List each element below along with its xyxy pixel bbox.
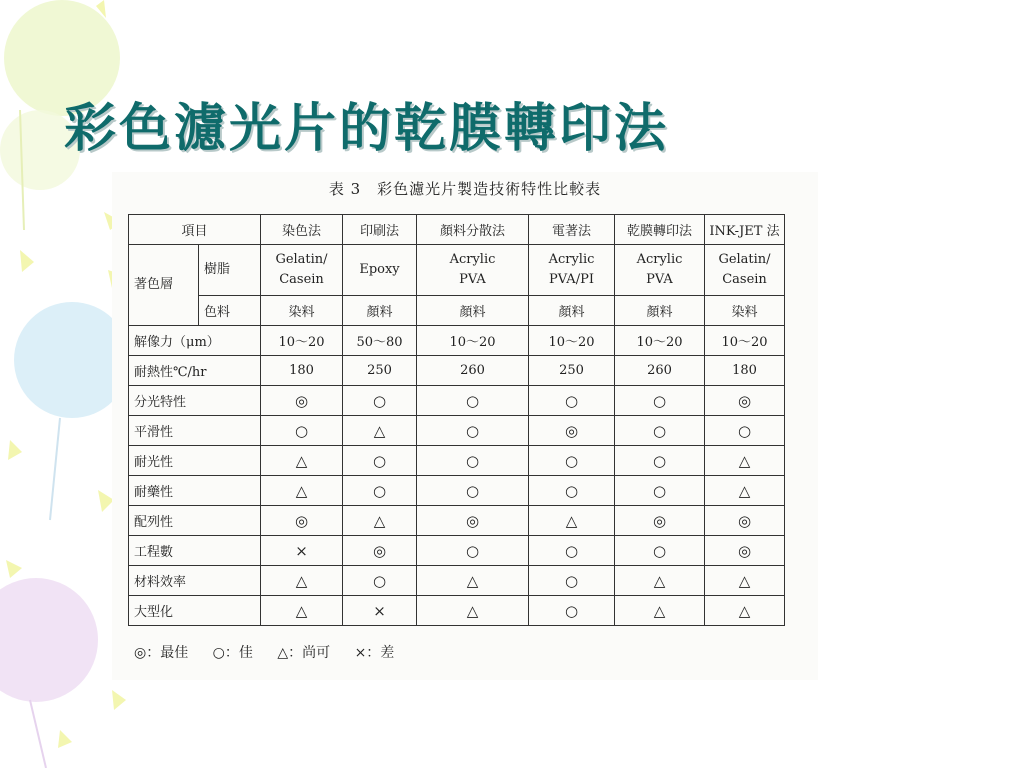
table-cell: 180 xyxy=(261,356,343,386)
table-cell: ○ xyxy=(343,566,417,596)
table-cell: ○ xyxy=(343,476,417,506)
table-cell: 250 xyxy=(529,356,615,386)
colorant-cell: 顏料 xyxy=(417,296,529,326)
comparison-table xyxy=(128,214,785,626)
table-cell: ◎ xyxy=(705,386,785,416)
table-cell: ○ xyxy=(615,446,705,476)
resin-cell: Gelatin/ Casein xyxy=(705,245,785,296)
row-label-colorant-layer: 著色層 xyxy=(129,245,199,326)
header-cell: 印刷法 xyxy=(343,215,417,245)
colorant-cell: 染料 xyxy=(261,296,343,326)
table-cell: ○ xyxy=(529,566,615,596)
table-cell: × xyxy=(343,596,417,626)
table-cell: △ xyxy=(261,596,343,626)
header-cell: 電著法 xyxy=(529,215,615,245)
table-cell: △ xyxy=(261,566,343,596)
table-cell: △ xyxy=(705,596,785,626)
table-cell: △ xyxy=(417,566,529,596)
table-cell: ◎ xyxy=(529,416,615,446)
row-label: 大型化 xyxy=(129,596,261,626)
table-cell: 180 xyxy=(705,356,785,386)
row-label: 解像力（μm） xyxy=(129,326,261,356)
legend-item: ◎：最佳 xyxy=(134,645,189,661)
row-label: 分光特性 xyxy=(129,386,261,416)
table-row xyxy=(129,536,785,566)
table-row-colorant xyxy=(129,296,785,326)
table-cell: 10～20 xyxy=(615,326,705,356)
table-cell: △ xyxy=(705,446,785,476)
table-cell: ○ xyxy=(529,446,615,476)
table-cell: 10～20 xyxy=(417,326,529,356)
table-cell: △ xyxy=(705,566,785,596)
row-sublabel-colorant: 色料 xyxy=(199,296,261,326)
table-cell: △ xyxy=(261,476,343,506)
header-cell: 乾膜轉印法 xyxy=(615,215,705,245)
table-cell: ○ xyxy=(417,536,529,566)
colorant-cell: 顏料 xyxy=(529,296,615,326)
table-cell: ○ xyxy=(615,416,705,446)
table-cell: 10～20 xyxy=(529,326,615,356)
table-cell: △ xyxy=(417,596,529,626)
colorant-cell: 顏料 xyxy=(615,296,705,326)
table-cell: ○ xyxy=(615,536,705,566)
row-label: 耐光性 xyxy=(129,446,261,476)
resin-cell: Acrylic PVA xyxy=(615,245,705,296)
table-cell: ○ xyxy=(343,386,417,416)
table-cell: ◎ xyxy=(417,506,529,536)
table-cell: 260 xyxy=(615,356,705,386)
table-cell: ○ xyxy=(705,416,785,446)
scanned-table-figure xyxy=(112,172,818,680)
table-cell: ◎ xyxy=(615,506,705,536)
row-label: 材料效率 xyxy=(129,566,261,596)
table-cell: ◎ xyxy=(705,536,785,566)
resin-cell: Acrylic PVA/PI xyxy=(529,245,615,296)
table-cell: ○ xyxy=(343,446,417,476)
table-cell: 10～20 xyxy=(705,326,785,356)
table-row xyxy=(129,326,785,356)
table-cell: ◎ xyxy=(343,536,417,566)
table-cell: △ xyxy=(343,506,417,536)
table-row xyxy=(129,506,785,536)
table-cell: △ xyxy=(705,476,785,506)
header-cell: 顏料分散法 xyxy=(417,215,529,245)
table-row xyxy=(129,476,785,506)
colorant-cell: 顏料 xyxy=(343,296,417,326)
row-label: 平滑性 xyxy=(129,416,261,446)
table-legend xyxy=(134,642,414,662)
row-label: 工程數 xyxy=(129,536,261,566)
table-cell: × xyxy=(261,536,343,566)
table-row xyxy=(129,446,785,476)
legend-item: ○：佳 xyxy=(212,645,253,661)
table-cell: △ xyxy=(343,416,417,446)
table-cell: ○ xyxy=(529,476,615,506)
table-cell: ○ xyxy=(615,386,705,416)
resin-cell: Epoxy xyxy=(343,245,417,296)
table-row xyxy=(129,416,785,446)
row-label: 耐熱性℃/hr xyxy=(129,356,261,386)
table-cell: ◎ xyxy=(261,386,343,416)
colorant-cell: 染料 xyxy=(705,296,785,326)
table-cell: △ xyxy=(615,596,705,626)
table-cell: ○ xyxy=(417,476,529,506)
row-label: 配列性 xyxy=(129,506,261,536)
table-body xyxy=(129,326,785,626)
table-cell: ○ xyxy=(615,476,705,506)
table-cell: ◎ xyxy=(261,506,343,536)
table-header-row xyxy=(129,215,785,245)
table-cell: ○ xyxy=(417,416,529,446)
table-cell: 50～80 xyxy=(343,326,417,356)
legend-item: △：尚可 xyxy=(277,645,331,661)
header-cell: 項目 xyxy=(129,215,261,245)
slide-title: 彩色濾光片的乾膜轉印法 xyxy=(64,98,670,159)
row-sublabel-resin: 樹脂 xyxy=(199,245,261,296)
table-cell: ○ xyxy=(417,386,529,416)
table-row xyxy=(129,566,785,596)
table-cell: ○ xyxy=(529,536,615,566)
table-cell: 260 xyxy=(417,356,529,386)
table-row xyxy=(129,596,785,626)
table-cell: △ xyxy=(529,506,615,536)
table-row xyxy=(129,386,785,416)
table-cell: ○ xyxy=(529,596,615,626)
table-row xyxy=(129,356,785,386)
table-cell: ○ xyxy=(529,386,615,416)
header-cell: 染色法 xyxy=(261,215,343,245)
table-cell: 10～20 xyxy=(261,326,343,356)
table-row-resin xyxy=(129,245,785,296)
header-cell: INK-JET 法 xyxy=(705,215,785,245)
table-cell: ◎ xyxy=(705,506,785,536)
row-label: 耐藥性 xyxy=(129,476,261,506)
legend-item: ×：差 xyxy=(354,645,395,661)
resin-cell: Acrylic PVA xyxy=(417,245,529,296)
table-cell: △ xyxy=(615,566,705,596)
table-cell: ○ xyxy=(417,446,529,476)
table-caption: 表 3 彩色濾光片製造技術特性比較表 xyxy=(328,180,602,198)
resin-cell: Gelatin/ Casein xyxy=(261,245,343,296)
table-cell: 250 xyxy=(343,356,417,386)
table-cell: △ xyxy=(261,446,343,476)
table-cell: ○ xyxy=(261,416,343,446)
